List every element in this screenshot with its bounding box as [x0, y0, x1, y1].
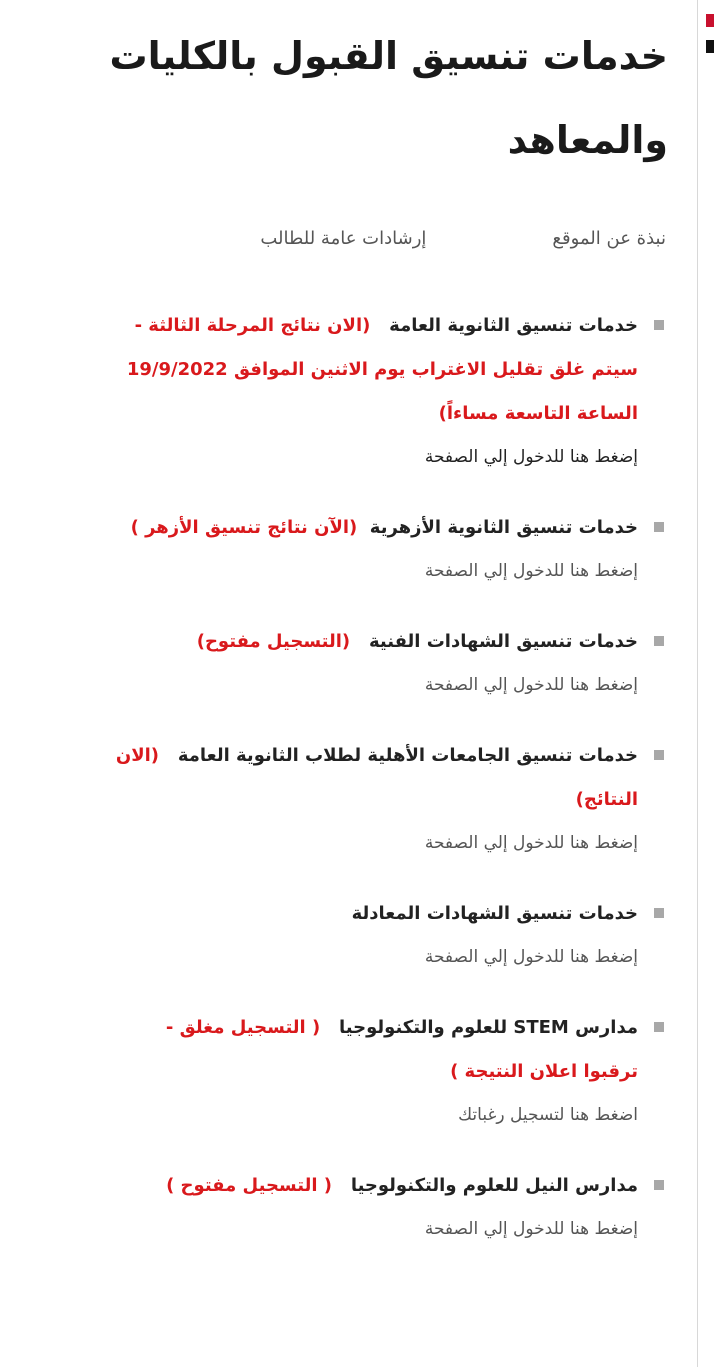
square-bullet-icon: [654, 636, 664, 646]
service-name: خدمات تنسيق الجامعات الأهلية لطلاب الثانوية العامة: [177, 745, 638, 766]
page-content: [108, 0, 668, 1278]
flag-red-stripe: [706, 14, 714, 27]
square-bullet-icon: [654, 750, 664, 760]
enter-page-link[interactable]: إضغط هنا للدخول إلي الصفحة: [424, 447, 638, 467]
service-name: خدمات تنسيق الشهادات المعادلة: [351, 903, 638, 924]
flag-black-stripe: [706, 40, 714, 53]
top-nav: [108, 222, 668, 256]
service-item-stem-schools: [108, 1006, 668, 1134]
square-bullet-icon: [654, 320, 664, 330]
service-title: [108, 304, 638, 436]
service-title: [108, 1164, 638, 1208]
service-name: مدارس STEM للعلوم والتكنولوجيا: [339, 1017, 638, 1038]
enter-page-link[interactable]: إضغط هنا للدخول إلي الصفحة: [424, 1219, 638, 1239]
service-name: خدمات تنسيق الثانوية العامة: [389, 315, 638, 336]
service-status: (الان نتائج المرحلة الثالثة - سيتم غلق تقليل الاغتراب يوم الاثنين الموافق 19/9/2022 الساعة التاسعة مساءاً): [126, 315, 638, 424]
nav-link-guidelines[interactable]: إرشادات عامة للطالب: [260, 228, 427, 249]
square-bullet-icon: [654, 908, 664, 918]
page-right-edge: [697, 0, 714, 1367]
service-title: [108, 620, 638, 664]
page-title: خدمات تنسيق القبول بالكليات والمعاهد: [109, 34, 668, 162]
services-list: [108, 304, 668, 1248]
register-preferences-link[interactable]: اضغط هنا لتسجيل رغباتك: [458, 1105, 638, 1125]
service-name: مدارس النيل للعلوم والتكنولوجيا: [350, 1175, 638, 1196]
service-item-azhar: [108, 506, 668, 590]
egypt-flag-icon: [706, 14, 714, 54]
service-status: (الان النتائج): [115, 745, 638, 810]
service-item-equivalent-certificates: [108, 892, 668, 976]
square-bullet-icon: [654, 1180, 664, 1190]
nav-link-about[interactable]: نبذة عن الموقع: [552, 228, 666, 249]
service-status: ( التسجيل مفتوح ): [166, 1175, 332, 1196]
square-bullet-icon: [654, 1022, 664, 1032]
service-item-nile-schools: [108, 1164, 668, 1248]
service-name: خدمات تنسيق الشهادات الفنية: [368, 631, 638, 652]
service-status: ( التسجيل مغلق - ترقبوا اعلان النتيجة ): [165, 1017, 638, 1082]
service-status: (الآن نتائج تنسيق الأزهر ): [130, 517, 358, 538]
service-title: [108, 1006, 638, 1094]
flag-white-stripe: [706, 27, 714, 40]
enter-page-link[interactable]: إضغط هنا للدخول إلي الصفحة: [424, 833, 638, 853]
service-status: (التسجيل مفتوح): [196, 631, 351, 652]
service-name: خدمات تنسيق الثانوية الأزهرية: [369, 517, 638, 538]
enter-page-link[interactable]: إضغط هنا للدخول إلي الصفحة: [424, 675, 638, 695]
service-title: [108, 506, 638, 550]
service-title: [108, 734, 638, 822]
service-item-general-secondary: [108, 304, 668, 476]
enter-page-link[interactable]: إضغط هنا للدخول إلي الصفحة: [424, 947, 638, 967]
square-bullet-icon: [654, 522, 664, 532]
service-item-private-universities: [108, 734, 668, 862]
enter-page-link[interactable]: إضغط هنا للدخول إلي الصفحة: [424, 561, 638, 581]
service-item-technical-diplomas: [108, 620, 668, 704]
service-title: [108, 892, 638, 936]
